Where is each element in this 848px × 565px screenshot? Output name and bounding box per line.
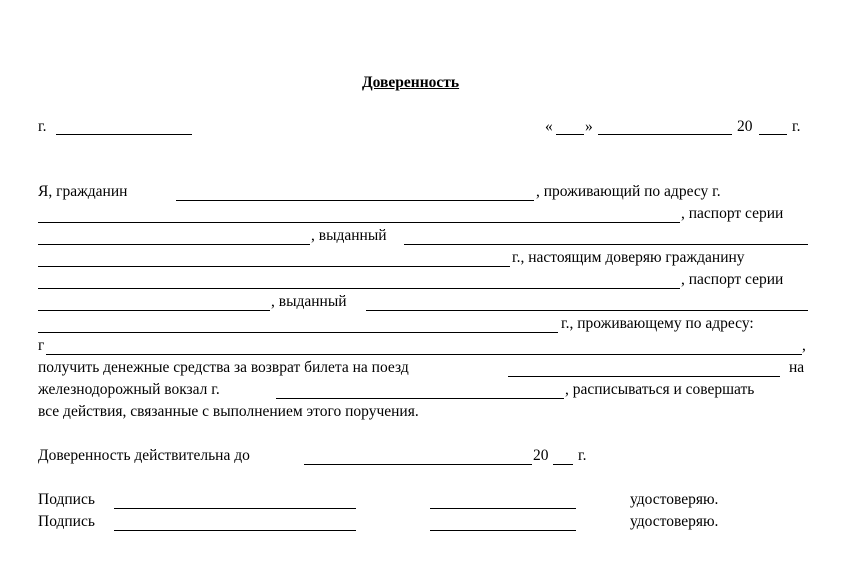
- body-line5-end: , паспорт серии: [681, 271, 784, 288]
- body-line7-end: г., проживающему по адресу:: [561, 315, 754, 332]
- signature-label-2: Подпись: [38, 513, 95, 530]
- city-prefix: г.: [38, 118, 47, 135]
- validity-year-prefix: 20: [533, 447, 549, 464]
- agent-name-blank[interactable]: [38, 288, 680, 289]
- signature-name-blank-1[interactable]: [430, 508, 576, 509]
- signature-blank-2[interactable]: [114, 530, 356, 531]
- date-open-quote: «: [545, 118, 553, 135]
- body-line4-end: г., настоящим доверяю гражданину: [512, 249, 745, 266]
- year-prefix: 20: [737, 118, 753, 135]
- agent-address-blank[interactable]: [46, 354, 802, 355]
- body-line9-start: получить денежные средства за возврат билета на поезд: [38, 359, 409, 376]
- agent-passport-blank[interactable]: [38, 310, 270, 311]
- station-city-blank[interactable]: [276, 398, 564, 399]
- year-blank[interactable]: [759, 134, 787, 135]
- date-close-quote: »: [585, 118, 593, 135]
- principal-passport-blank[interactable]: [38, 244, 310, 245]
- signature-blank-1[interactable]: [114, 508, 356, 509]
- principal-issued-cont-blank[interactable]: [38, 266, 510, 267]
- body-line8-start: г: [38, 337, 45, 354]
- validity-date-blank[interactable]: [304, 464, 532, 465]
- body-line3-mid: , выданный: [311, 227, 387, 244]
- principal-name-blank[interactable]: [176, 200, 534, 201]
- certify-label-2: удостоверяю.: [630, 513, 719, 530]
- body-line6-mid: , выданный: [271, 293, 347, 310]
- agent-issued-blank[interactable]: [366, 310, 808, 311]
- validity-label: Доверенность действительна до: [38, 447, 250, 464]
- year-suffix: г.: [792, 118, 801, 135]
- body-line10-start: железнодорожный вокзал г.: [38, 381, 220, 398]
- agent-issued-cont-blank[interactable]: [38, 332, 558, 333]
- signature-name-blank-2[interactable]: [430, 530, 576, 531]
- month-blank[interactable]: [598, 134, 732, 135]
- city-blank[interactable]: [56, 134, 192, 135]
- certify-label-1: удостоверяю.: [630, 491, 719, 508]
- signature-label-1: Подпись: [38, 491, 95, 508]
- body-line11: все действия, связанные с выполнением этого поручения.: [38, 403, 419, 420]
- validity-year-blank[interactable]: [553, 464, 573, 465]
- train-ticket-blank[interactable]: [508, 376, 780, 377]
- body-line9-end: на: [789, 359, 805, 376]
- body-line8-end: ,: [802, 337, 806, 354]
- body-line10-end: , расписываться и совершать: [565, 381, 755, 398]
- body-line2-end: , паспорт серии: [681, 205, 784, 222]
- document-title: Доверенность: [362, 74, 460, 91]
- body-line1-start: Я, гражданин: [38, 183, 128, 200]
- validity-year-suffix: г.: [578, 447, 587, 464]
- body-line1-end: , проживающий по адресу г.: [536, 183, 721, 200]
- principal-issued-blank[interactable]: [404, 244, 808, 245]
- day-blank[interactable]: [556, 134, 584, 135]
- principal-address-blank[interactable]: [38, 222, 680, 223]
